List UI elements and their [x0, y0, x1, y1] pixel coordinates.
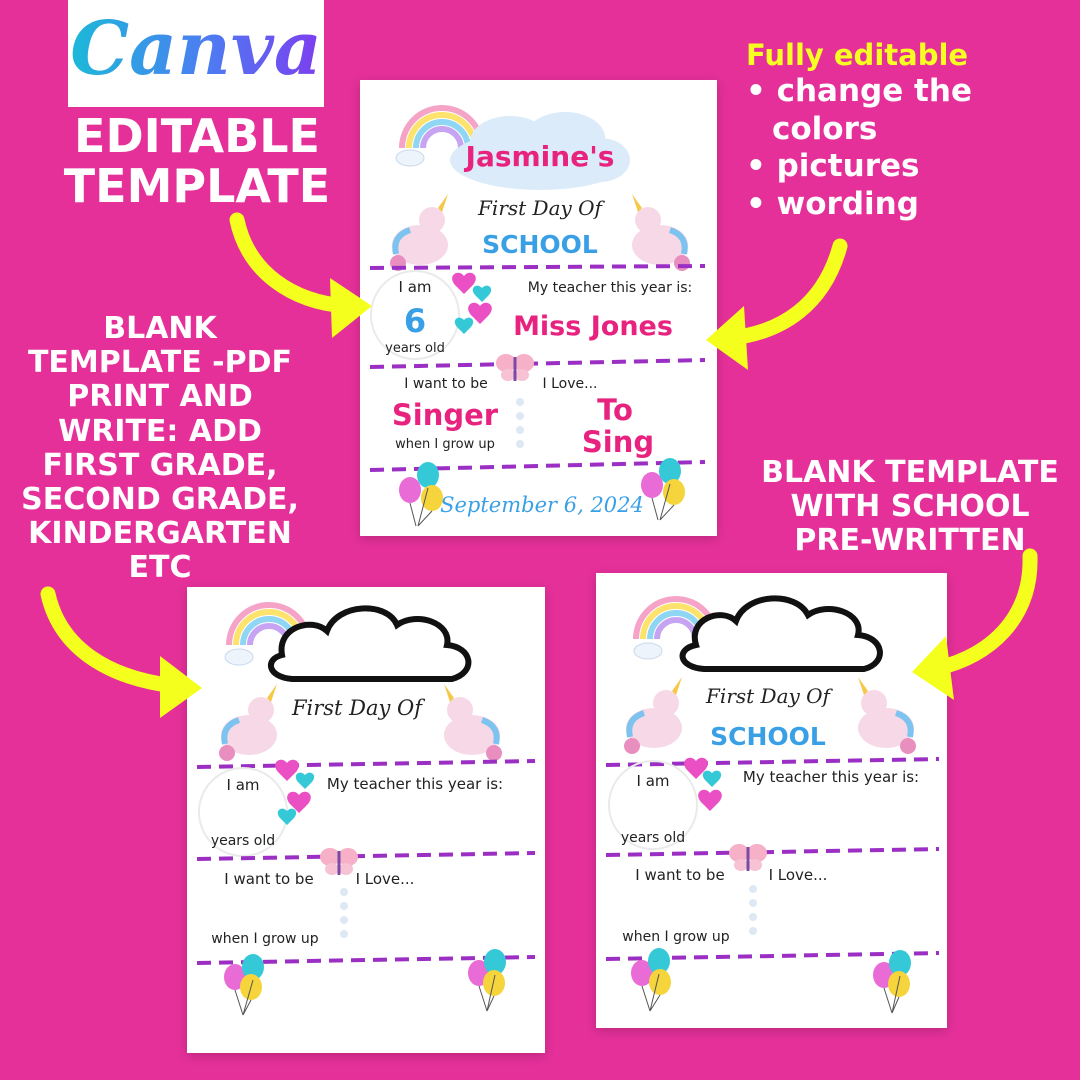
feature-item-text: colors: [772, 110, 878, 147]
i-am-text: I am: [398, 278, 432, 296]
canva-logo-text: Canva: [70, 6, 322, 92]
hearts-icon: [275, 760, 314, 825]
i-am-text: I am: [636, 772, 670, 790]
school-template-card[interactable]: [596, 573, 947, 1028]
butterfly-icon: [729, 844, 767, 871]
label-line: BLANK TEMPLATE: [761, 455, 1059, 490]
career-text: Singer: [391, 398, 499, 432]
feature-item: • pictures: [746, 148, 1076, 186]
unicorn-left-icon: [390, 194, 448, 271]
first-day-of-text: First Day Of: [478, 196, 602, 220]
teacher-label: My teacher this year is:: [326, 775, 504, 793]
balloons-right-icon: [641, 458, 685, 520]
arrow-to-blank-card: [48, 594, 174, 686]
grow-up-text: when I grow up: [395, 437, 495, 452]
label-line: TEMPLATE: [63, 158, 331, 213]
feature-item: • wording: [746, 186, 1076, 224]
first-day-of-text: First Day Of: [291, 696, 423, 720]
label-line: ETC: [128, 550, 192, 586]
i-love-text: I Love...: [768, 866, 828, 884]
blank-pdf-label: [10, 312, 310, 586]
dots-divider: [340, 888, 348, 938]
years-old-text: years old: [210, 833, 276, 849]
unicorn-right-icon: [858, 677, 916, 754]
balloons-right-icon: [873, 950, 911, 1013]
label-line: SECOND GRADE,: [21, 481, 299, 517]
divider-dashes: [370, 266, 705, 268]
feature-item: • change the: [746, 73, 1076, 111]
love-line-2: Sing: [581, 425, 655, 459]
years-old-text: years old: [385, 341, 445, 356]
love-line-1: To: [597, 393, 633, 427]
school-template-art: [596, 573, 947, 1028]
balloons-left-icon: [399, 462, 443, 526]
label-line: KINDERGARTEN: [28, 516, 292, 552]
unicorn-left-icon: [624, 677, 682, 754]
label-line: FIRST GRADE,: [42, 447, 278, 483]
unicorn-right-icon: [444, 684, 502, 761]
school-text: SCHOOL: [710, 722, 826, 751]
filled-template-card[interactable]: [360, 80, 717, 536]
i-love-text: I Love...: [542, 376, 598, 392]
teacher-label: My teacher this year is:: [742, 768, 920, 786]
label-line: BLANK: [103, 311, 217, 346]
feature-item: [746, 111, 1076, 149]
features-items: [746, 73, 1076, 223]
unicorn-left-icon: [219, 684, 277, 761]
editable-template-label: [62, 109, 332, 213]
arrow-to-school-card: [938, 556, 1030, 668]
hearts-icon: [684, 758, 722, 811]
blank-school-label: [740, 456, 1080, 559]
age-value: 6: [403, 302, 427, 340]
years-old-text: years old: [620, 830, 686, 846]
arrow-to-filled-card: [237, 220, 346, 306]
label-line: PRINT AND: [67, 379, 253, 415]
want-to-be-text: I want to be: [404, 376, 488, 392]
canva-logo: [68, 0, 324, 104]
empty-cloud-icon: [683, 598, 880, 669]
features-list: [746, 38, 1076, 223]
grow-up-text: when I grow up: [211, 931, 319, 947]
i-am-text: I am: [226, 776, 260, 794]
butterfly-icon: [320, 848, 358, 875]
unicorn-right-icon: [632, 194, 690, 271]
divider-dashes: [197, 761, 535, 767]
features-headline: Fully editable: [746, 38, 969, 72]
teacher-name: Miss Jones: [513, 311, 673, 342]
i-love-text: I Love...: [355, 870, 415, 888]
label-line: EDITABLE: [74, 109, 320, 163]
filled-template-art: [360, 80, 717, 536]
teacher-label: My teacher this year is:: [527, 280, 693, 296]
date-text: September 6, 2024: [440, 493, 644, 517]
label-line: PRE-WRITTEN: [794, 523, 1026, 559]
divider-dashes: [370, 360, 705, 367]
dots-divider: [749, 885, 757, 935]
dots-divider: [516, 398, 524, 448]
grow-up-text: when I grow up: [622, 929, 730, 945]
blank-template-card[interactable]: [187, 587, 545, 1053]
want-to-be-text: I want to be: [224, 870, 314, 888]
label-line: TEMPLATE -PDF: [27, 345, 293, 381]
school-text: SCHOOL: [482, 230, 598, 259]
blank-template-art: [187, 587, 545, 1053]
butterfly-icon: [496, 354, 534, 381]
label-line: WITH SCHOOL: [790, 489, 1030, 525]
label-line: WRITE: ADD: [58, 413, 262, 449]
arrow-from-features: [732, 246, 840, 338]
first-day-of-text: First Day Of: [706, 684, 830, 708]
want-to-be-text: I want to be: [635, 866, 725, 884]
child-name: Jasmine's: [465, 140, 615, 173]
